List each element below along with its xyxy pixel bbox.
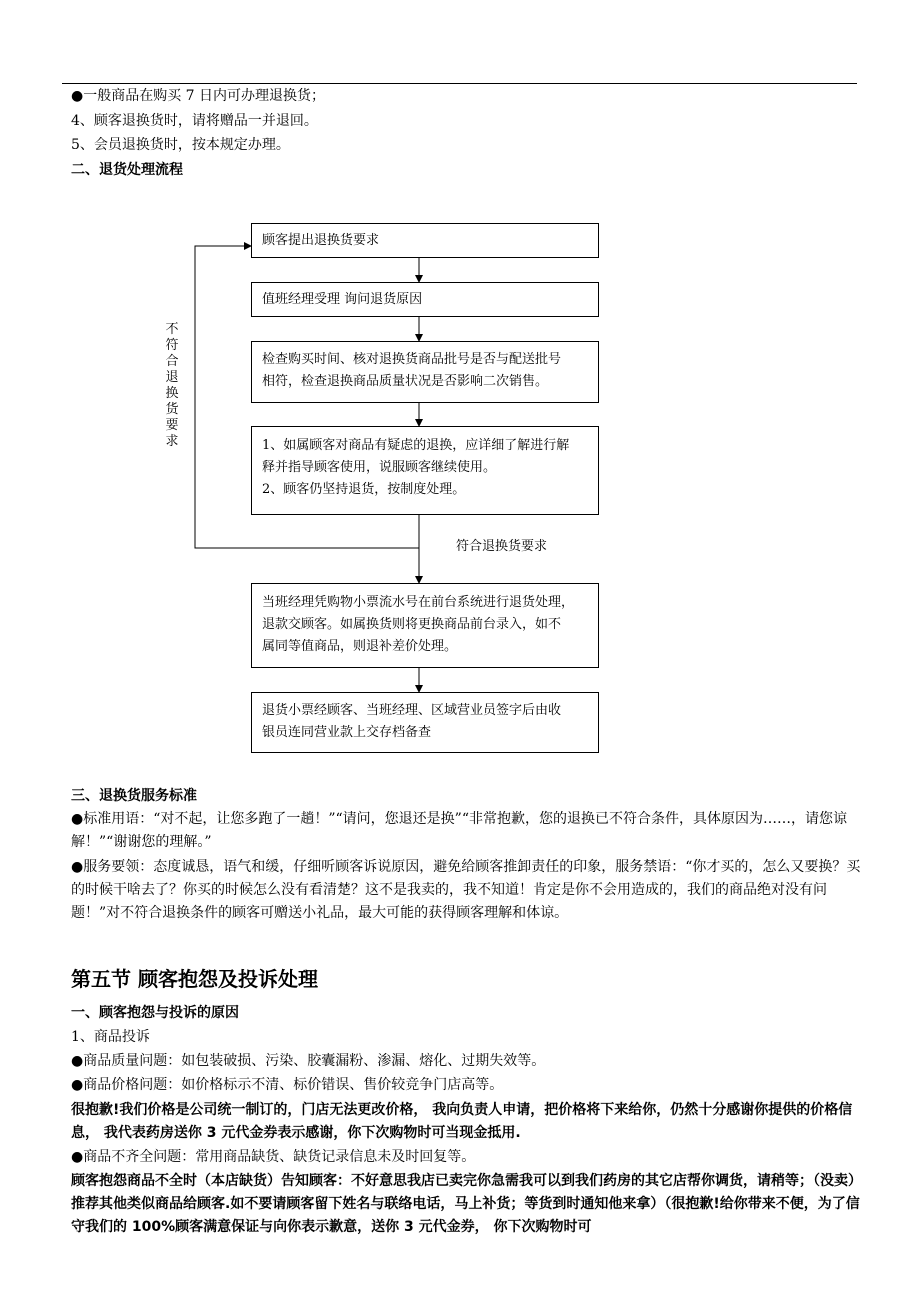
- heading-return-flow: 二、退货处理流程: [71, 162, 183, 178]
- flow-box-accept: 值班经理受理 询问退货原因: [251, 282, 599, 317]
- intro-line-1: ●一般商品在购买 7 日内可办理退换货；: [71, 88, 326, 104]
- quality-issues: ●商品质量问题：如包装破损、污染、胶囊漏粉、渗漏、熔化、过期失效等。: [71, 1053, 546, 1069]
- flow-box-archive: 退货小票经顾客、当班经理、区域营业员签字后由收 银员连同营业款上交存档备查: [251, 692, 599, 753]
- intro-line-2: 4、顾客退换货时，请将赠品一并退回。: [71, 113, 318, 129]
- heading-service-standards: 三、退换货服务标准: [71, 788, 197, 804]
- standard-phrases: ●标准用语：“对不起，让您多跑了一趟！”“请问，您退还是换”“非常抱歉，您的退换已不符合条件，具体原因为……，请您谅解！”“谢谢您的理解。”: [71, 811, 847, 850]
- flow-box-explain: 1、如属顾客对商品有疑虑的退换，应详细了解进行解 释并指导顾客使用，说服顾客继续使用。 2、顾客仍坚持退货，按制度处理。: [251, 426, 599, 515]
- stock-reply: 顾客抱怨商品不全时（本店缺货）告知顾客：不好意思我店已卖完你急需我可以到我们药房的其它店帮你调货，请稍等；（没卖）推荐其他类似商品给顾客.如不要请顾客留下姓名与联络电话，马上补货；等货到时通知他来拿）（很抱歉!给你带来不便，为了信守我们的 100%顾客满意保证与向你表示歉意，送你 3 元代金券， 你下次购物时可: [71, 1173, 860, 1235]
- stock-issues: ●商品不齐全问题：常用商品缺货、缺货记录信息未及时回复等。: [71, 1149, 476, 1165]
- section-title: 第五节 顾客抱怨及投诉处理: [71, 967, 318, 991]
- price-reply: 很抱歉!我们价格是公司统一制订的，门店无法更改价格， 我向负责人申请，把价格将下来给你，仍然十分感谢你提供的价格信息， 我代表药房送你 3 元代金券表示感谢，你下次购物时可当现金抵用.: [71, 1102, 853, 1141]
- label-not-meet-requirements: 不符合退换货要求: [165, 322, 179, 449]
- heading-complaint-reasons: 一、顾客抱怨与投诉的原因: [71, 1005, 239, 1021]
- subheading-product-complaints: 1、商品投诉: [71, 1029, 150, 1045]
- label-meet-requirements: 符合退换货要求: [456, 539, 548, 554]
- flow-box-process: 当班经理凭购物小票流水号在前台系统进行退货处理， 退款交顾客。如属换货则将更换商品前台录入，如不 属同等值商品，则退补差价处理。: [251, 583, 599, 668]
- intro-line-3: 5、会员退换货时，按本规定办理。: [71, 137, 290, 153]
- flow-box-request: 顾客提出退换货要求: [251, 223, 599, 258]
- service-essentials: ●服务要领：态度诚恳，语气和缓，仔细听顾客诉说原因，避免给顾客推卸责任的印象，服务禁语：“你才买的，怎么又要换？买的时候干啥去了？你买的时候怎么没有看清楚？这不是我卖的，我不知道！肯定是你不会用造成的，我们的商品绝对没有问题！”对不符合退换条件的顾客可赠送小礼品，最大可能的获得顾客理解和体谅。: [71, 859, 861, 921]
- price-issues: ●商品价格问题：如价格标示不清、标价错误、售价较竞争门店高等。: [71, 1077, 504, 1093]
- header-rule: [62, 83, 857, 84]
- flow-box-check: 检查购买时间、核对退换货商品批号是否与配送批号 相符，检查退换商品质量状况是否影响二次销售。: [251, 341, 599, 403]
